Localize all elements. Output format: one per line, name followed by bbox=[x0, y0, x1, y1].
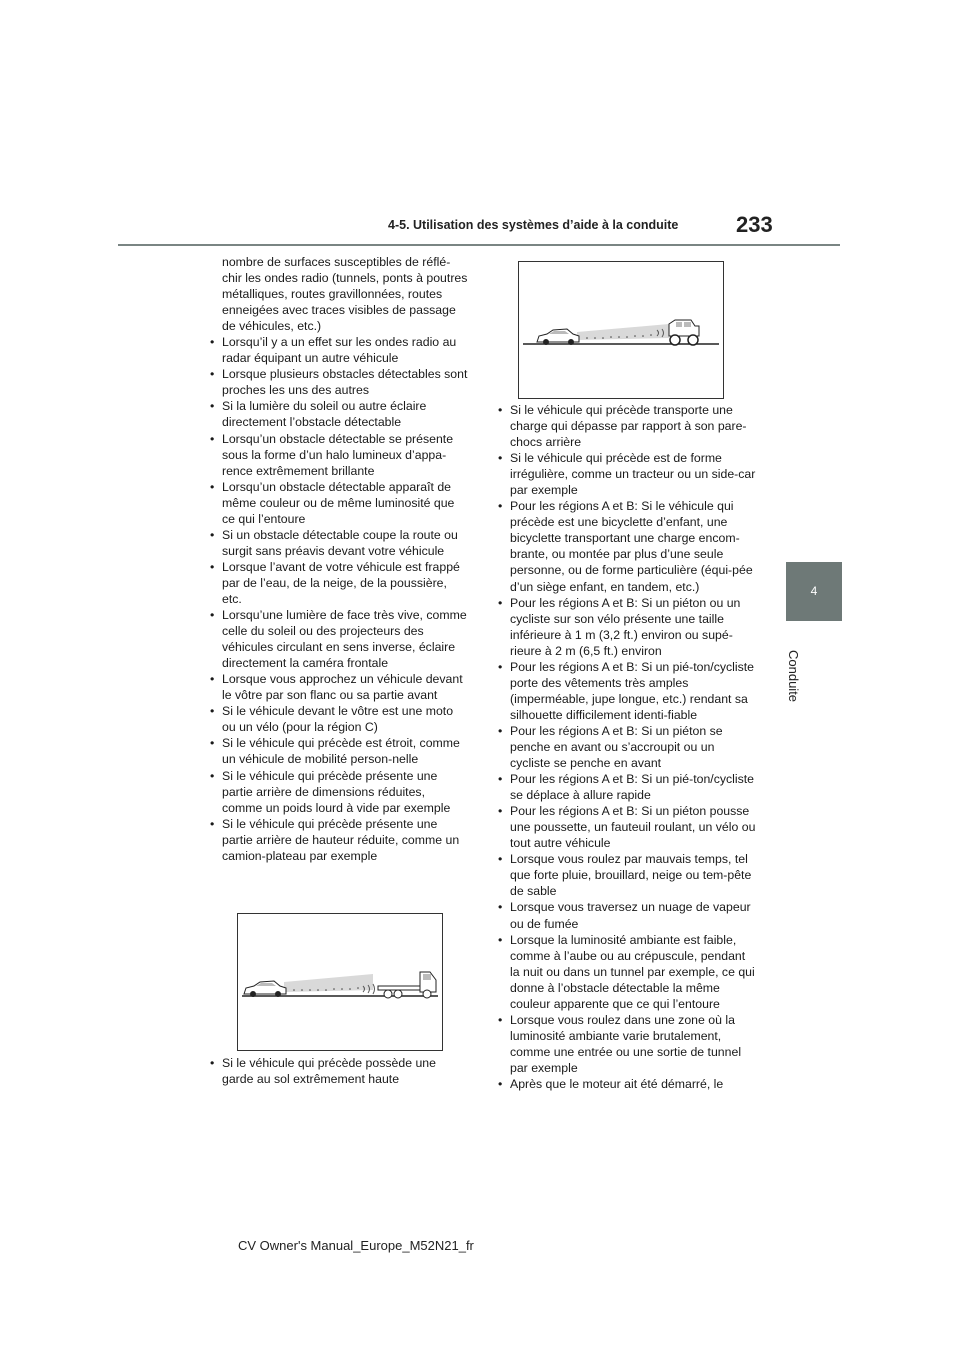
header-divider bbox=[118, 244, 840, 246]
bullet-list bbox=[206, 334, 468, 864]
page-number: 233 bbox=[736, 212, 773, 237]
list-item: • Lorsque plusieurs obstacles détectables sont proches les uns des autres bbox=[206, 366, 468, 398]
list-item: • Si la lumière du soleil ou autre éclaire directement l’obstacle détectable bbox=[206, 398, 468, 430]
continuation-text: nombre de surfaces susceptibles de réflé-chir les ondes radio (tunnels, ponts à poutres métalliques, routes gravillonnées, routes enneigées avec traces visibles de passage de véhicules, etc.) bbox=[222, 255, 468, 334]
list-item: • Lorsque vous roulez par mauvais temps, tel que forte pluie, brouillard, neige ou tem-pête de sable bbox=[494, 851, 756, 899]
list-item: • Si le véhicule devant le vôtre est une moto ou un vélo (pour la région C) bbox=[206, 703, 468, 735]
list-item: • Pour les régions A et B: Si le véhicule qui précède est une bicyclette d’enfant, une bicyclette transportant une charge encom-brante, ou montée par plus d’une seule personne, ou de forme particulière (équi-pée d’un siège enfant, en tandem, etc.) bbox=[494, 498, 756, 594]
bullet-list bbox=[206, 1055, 468, 1087]
document-footer: CV Owner's Manual_Europe_M52N21_fr bbox=[238, 1238, 474, 1253]
left-column bbox=[206, 254, 468, 864]
list-item: • Si un obstacle détectable coupe la route ou surgit sans préavis devant votre véhicule bbox=[206, 527, 468, 559]
list-item: • Si le véhicule qui précède est de forme irrégulière, comme un tracteur ou un side-car par exemple bbox=[494, 450, 756, 498]
list-item: • Pour les régions A et B: Si un piéton pousse une poussette, un fauteuil roulant, un vélo ou tout autre véhicule bbox=[494, 803, 756, 851]
car-detecting-raised-vehicle-icon bbox=[519, 262, 723, 398]
list-item: • Si le véhicule qui précède présente une partie arrière de dimensions réduites, comme un poids lourd à vide par exemple bbox=[206, 768, 468, 816]
bullet-list bbox=[494, 402, 756, 1092]
list-item: • Lorsque vous traversez un nuage de vapeur ou de fumée bbox=[494, 899, 756, 931]
list-item: • Pour les régions A et B: Si un pié-ton/cycliste porte des vêtements très amples (imperméable, jupe longue, etc.) rendant sa silhouette difficilement identi-fiable bbox=[494, 659, 756, 723]
right-column bbox=[494, 402, 756, 1092]
list-item: • Si le véhicule qui précède est étroit, comme un véhicule de mobilité person-nelle bbox=[206, 735, 468, 767]
list-item: • Si le véhicule qui précède présente une partie arrière de hauteur réduite, comme un camion-plateau par exemple bbox=[206, 816, 468, 864]
list-item: • Lorsqu’un obstacle détectable apparaît de même couleur ou de même luminosité que ce qui l’entoure bbox=[206, 479, 468, 527]
high-clearance-figure bbox=[518, 261, 724, 399]
chapter-tab[interactable]: 4 bbox=[786, 562, 842, 621]
list-item: • Lorsque l’avant de votre véhicule est frappé par de l’eau, de la neige, de la poussière, etc. bbox=[206, 559, 468, 607]
list-item: • Pour les régions A et B: Si un pié-ton/cycliste se déplace à allure rapide bbox=[494, 771, 756, 803]
car-detecting-flatbed-truck-icon bbox=[238, 914, 442, 1050]
list-item: • Pour les régions A et B: Si un piéton se penche en avant ou s’accroupit ou un cycliste se penche en avant bbox=[494, 723, 756, 771]
list-item: • Pour les régions A et B: Si un piéton ou un cycliste sur son vélo présente une taille inférieure à 1 m (3,2 ft.) environ ou supé-rieure à 2 m (6,5 ft.) environ bbox=[494, 595, 756, 659]
chapter-label-container bbox=[780, 650, 820, 740]
list-item: • Après que le moteur ait été démarré, le bbox=[494, 1076, 756, 1092]
list-item: • Lorsqu’il y a un effet sur les ondes radio au radar équipant un autre véhicule bbox=[206, 334, 468, 366]
list-item: • Si le véhicule qui précède possède une garde au sol extrêmement haute bbox=[206, 1055, 468, 1087]
list-item: • Lorsque vous roulez dans une zone où la luminosité ambiante varie brutalement, comme une entrée ou une sortie de tunnel par exemple bbox=[494, 1012, 756, 1076]
list-item: • Lorsqu’une lumière de face très vive, comme celle du soleil ou des projecteurs des véhicules circulant en sens inverse, éclaire directement la caméra frontale bbox=[206, 607, 468, 671]
list-item: • Lorsque la luminosité ambiante est faible, comme à l’aube ou au crépuscule, pendant la nuit ou dans un tunnel par exemple, ce qui donne à l’obstacle détectable la même couleur apparente que ce qui l’entoure bbox=[494, 932, 756, 1012]
flatbed-truck-figure bbox=[237, 913, 443, 1051]
chapter-label: Conduite bbox=[786, 650, 801, 703]
left-column-after-figure bbox=[206, 1055, 468, 1087]
list-item: • Si le véhicule qui précède transporte une charge qui dépasse par rapport à son pare-chocs arrière bbox=[494, 402, 756, 450]
list-item: • Lorsque vous approchez un véhicule devant le vôtre par son flanc ou sa partie avant bbox=[206, 671, 468, 703]
list-item: • Lorsqu’un obstacle détectable se présente sous la forme d’un halo lumineux d’appa-rence extrêmement brillante bbox=[206, 431, 468, 479]
section-title: 4-5. Utilisation des systèmes d’aide à la conduite bbox=[388, 218, 679, 232]
